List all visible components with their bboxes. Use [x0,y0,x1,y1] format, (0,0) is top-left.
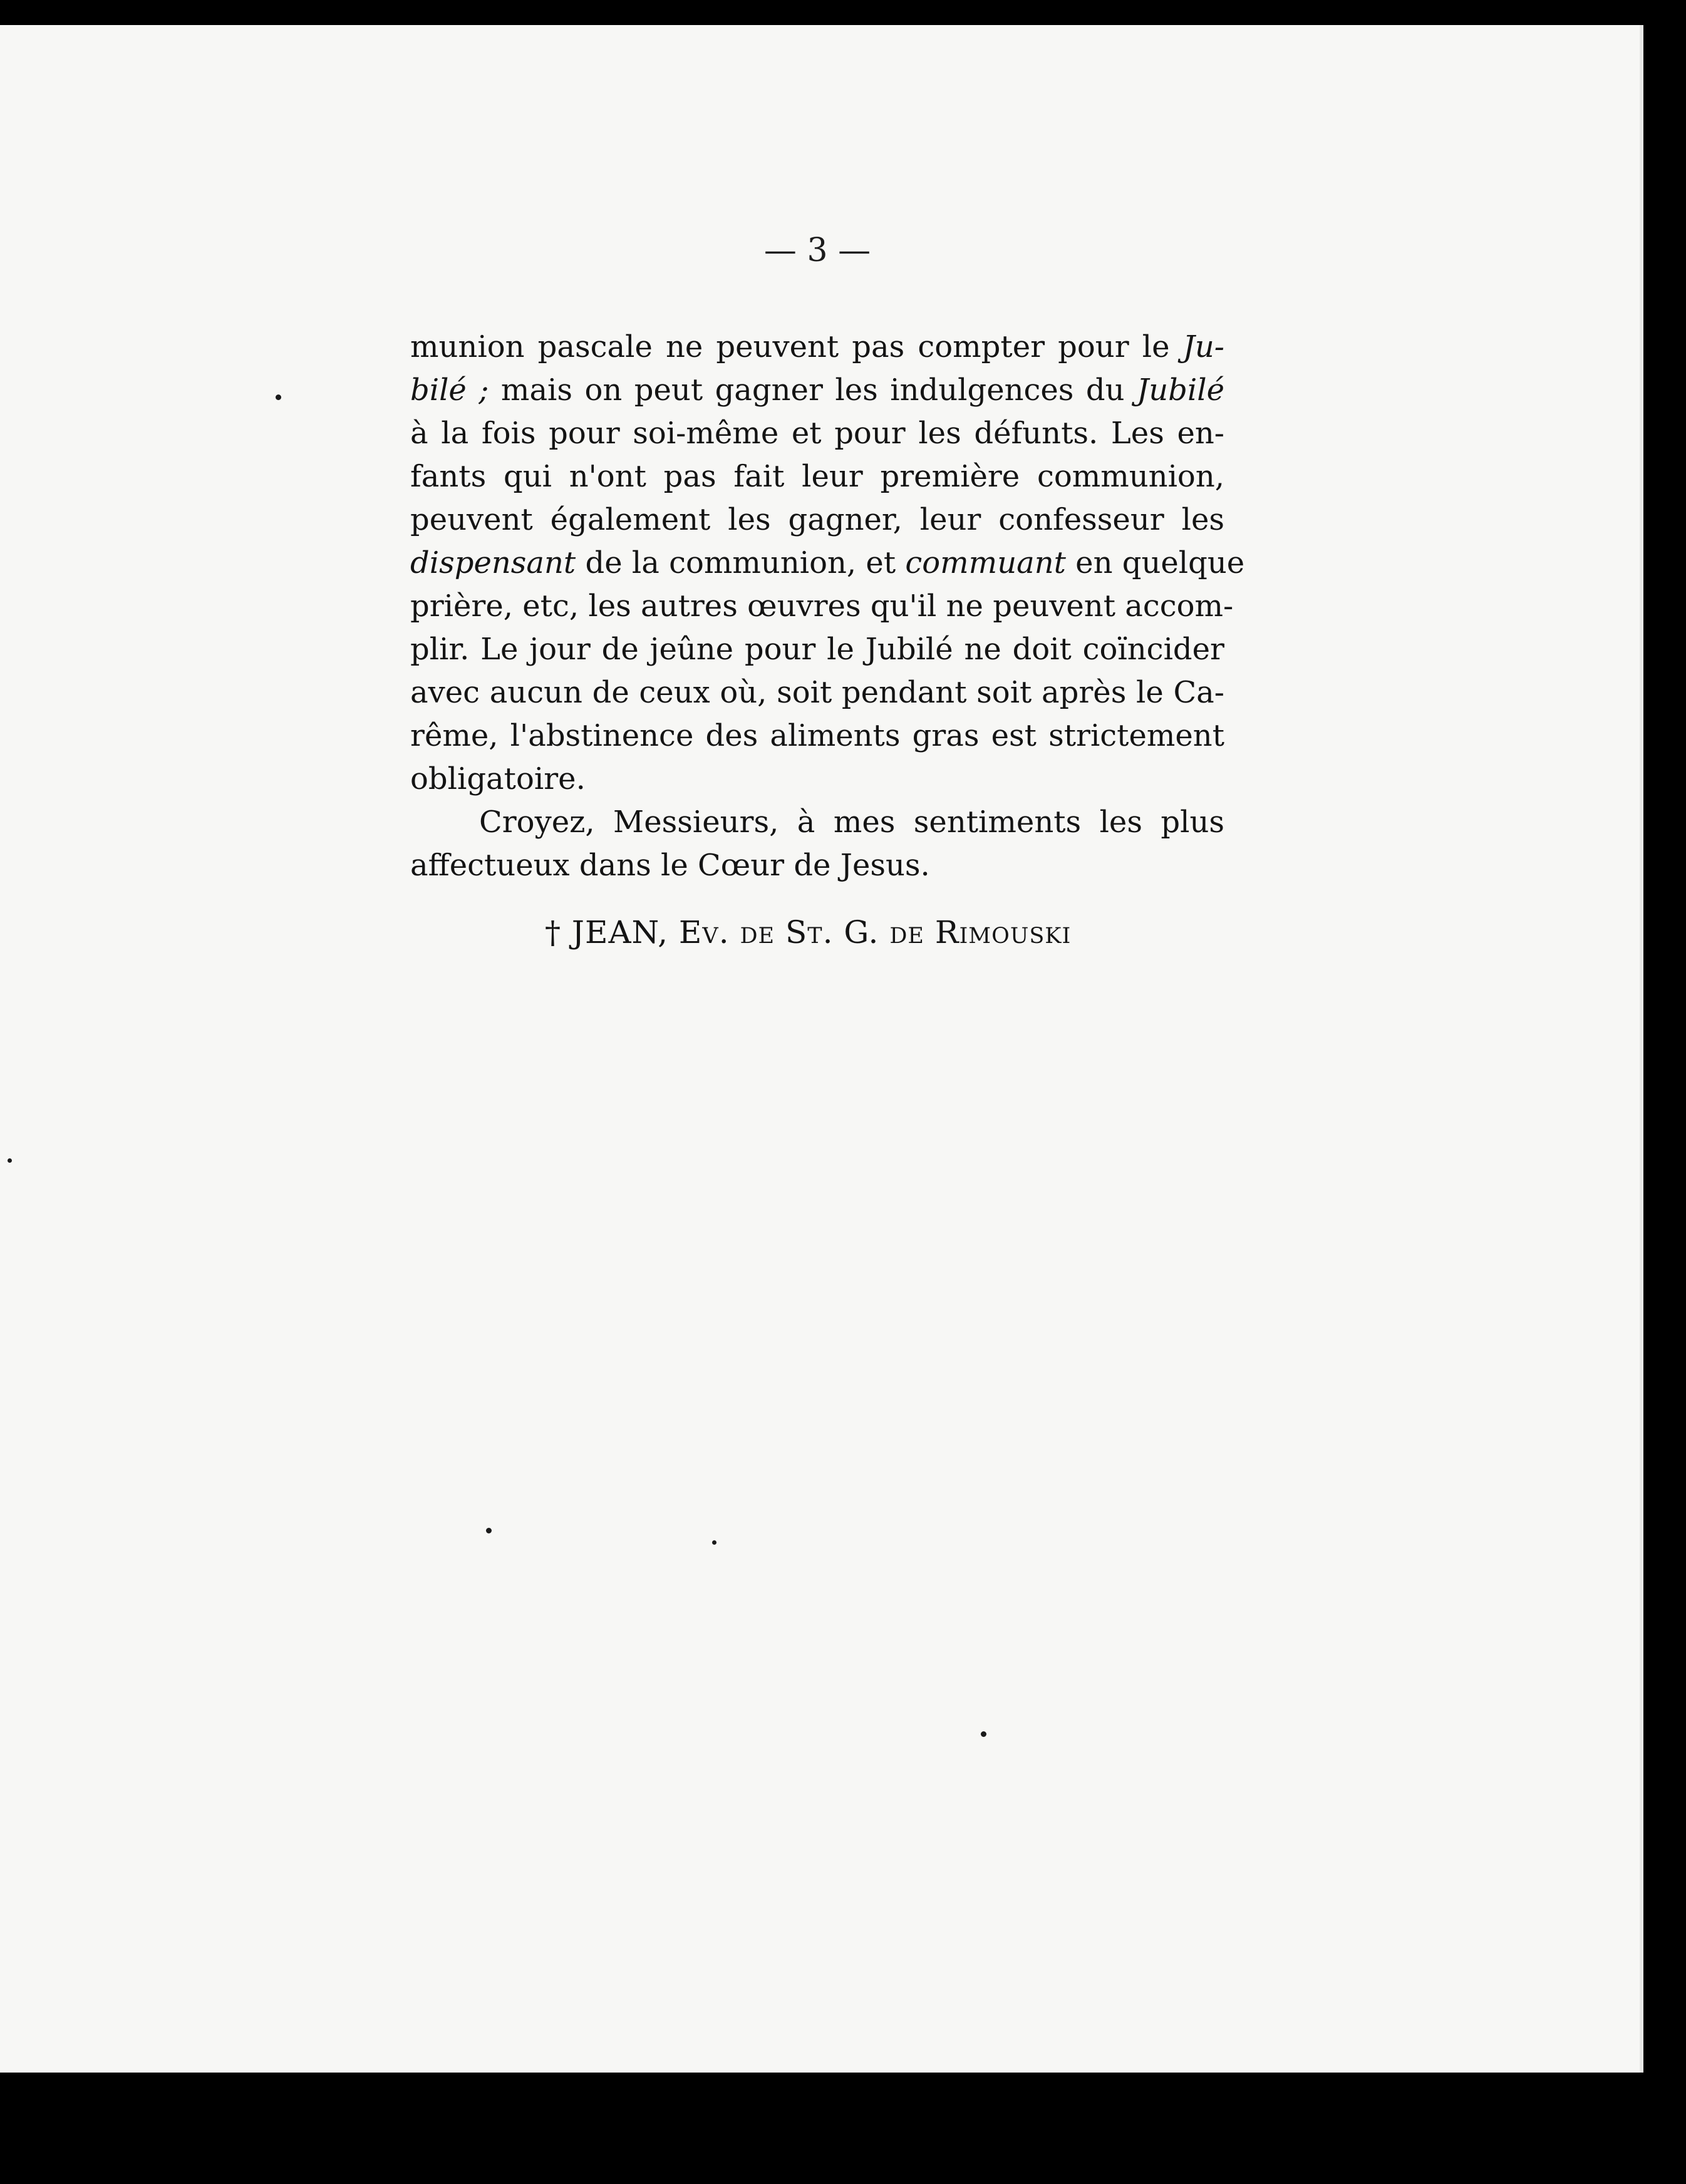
document-page [0,25,1643,2073]
text-segment: plir. Le jour de jeûne pour le Jubilé ne doit coïncider [410,632,1224,667]
text-line [410,369,1224,412]
signature-name: JEAN, [571,914,669,950]
scan-speck [981,1731,986,1737]
text-line [410,671,1224,714]
text-line [410,758,1224,801]
scan-border [0,2073,1686,2184]
signature [545,914,1171,950]
text-line [410,844,1224,887]
scan-speck [712,1540,716,1545]
text-line [410,455,1224,498]
text-segment: peuvent également les gagner, leur confesseur les [410,502,1224,537]
italic-segment: Ju- [1182,329,1224,364]
page-number: — 3 — [763,232,871,269]
scan-speck [486,1528,492,1533]
paragraph-jubilee-instructions [410,326,1245,801]
text-line [410,498,1224,542]
letter-body [410,326,1245,887]
text-segment: avec aucun de ceux où, soit pendant soit après le Ca- [410,675,1224,710]
text-segment: en quelque [1065,545,1245,580]
text-line [410,714,1224,758]
italic-segment: bilé ; [410,373,489,408]
text-line [410,628,1224,671]
italic-segment: dispensant [410,545,576,580]
text-segment: rême, l'abstinence des aliments gras est strictement [410,718,1224,753]
cross-icon: † [545,914,561,950]
text-line [410,542,1245,585]
text-segment: affectueux dans le Cœur de Jesus. [410,848,930,883]
text-segment: de la communion, et [576,545,906,580]
paragraph-closing [410,801,1224,887]
scan-speck [8,1158,12,1163]
text-segment: obligatoire. [410,761,586,796]
text-line [410,801,1224,844]
italic-segment: Jubilé [1137,373,1225,408]
text-segment: prière, etc, les autres œuvres qu'il ne peuvent accom- [410,589,1234,624]
text-segment: munion pascale ne peuvent pas compter pour le [410,329,1183,364]
italic-segment: commuant [905,545,1066,580]
text-segment: mais on peut gagner les indulgences du [489,373,1137,408]
signature-title: Ev. de St. G. de Rimouski [678,914,1072,950]
text-line [410,585,1234,628]
text-line [410,326,1224,369]
text-segment: fants qui n'ont pas fait leur première communion, [410,459,1224,494]
text-segment: Croyez, Messieurs, à mes sentiments les plus [479,805,1224,840]
text-line [410,412,1224,455]
text-segment: à la fois pour soi-même et pour les défunts. Les en- [410,416,1224,451]
scan-speck [276,394,281,400]
